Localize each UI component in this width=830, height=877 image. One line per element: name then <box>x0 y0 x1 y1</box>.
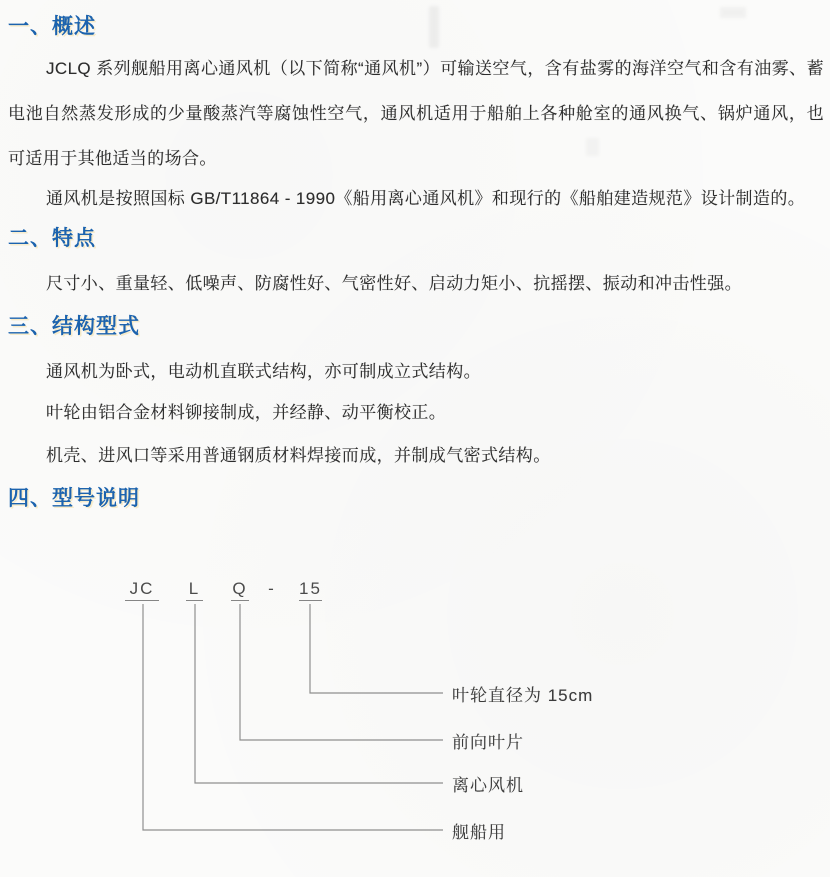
model-code-series: JC <box>125 579 159 601</box>
structure-paragraph-2: 叶轮由铝合金材料铆接制成，并经静、动平衡校正。 <box>46 403 447 422</box>
model-code-blade: Q <box>231 579 249 601</box>
diagram-label-blade: 前向叶片 <box>452 733 524 752</box>
overview-paragraph-1: JCLQ 系列舰船用离心通风机（以下简称“通风机”）可输送空气，含有盐雾的海洋空气和含有油雾、蓄电池自然蒸发形成的少量酸蒸汽等腐蚀性空气，通风机适用于船舶上各种舱室的通风换气、锅炉通风，也可适用于其他适当的场合。 <box>8 59 824 168</box>
diagram-label-series: 舰船用 <box>452 823 506 842</box>
scan-artifact <box>429 6 439 48</box>
section-heading-features: 二、特点 <box>8 227 96 250</box>
scan-artifact <box>720 7 746 18</box>
model-code-dash: - <box>268 579 276 598</box>
diagram-label-size: 叶轮直径为 15cm <box>452 686 594 705</box>
model-code-type: L <box>186 579 203 601</box>
diagram-label-type: 离心风机 <box>452 776 524 795</box>
diagram-line-size <box>310 604 443 693</box>
structure-paragraph-3: 机壳、进风口等采用普通钢质材料焊接而成，并制成气密式结构。 <box>46 446 551 465</box>
diagram-line-series <box>143 604 443 830</box>
features-paragraph: 尺寸小、重量轻、低噪声、防腐性好、气密性好、启动力矩小、抗摇摆、振动和冲击性强。 <box>46 274 742 293</box>
overview-paragraph-2: 通风机是按照国标 GB/T11864 - 1990《船用离心通风机》和现行的《船舶建造规范》设计制造的。 <box>46 189 806 208</box>
section-heading-structure: 三、结构型式 <box>8 315 140 338</box>
structure-paragraph-1: 通风机为卧式，电动机直联式结构，亦可制成立式结构。 <box>46 362 481 381</box>
diagram-line-blade <box>240 604 443 740</box>
model-code-size: 15 <box>299 579 322 601</box>
diagram-line-type <box>195 604 443 783</box>
section-heading-model: 四、型号说明 <box>8 487 140 510</box>
section-heading-overview: 一、概述 <box>8 15 96 38</box>
